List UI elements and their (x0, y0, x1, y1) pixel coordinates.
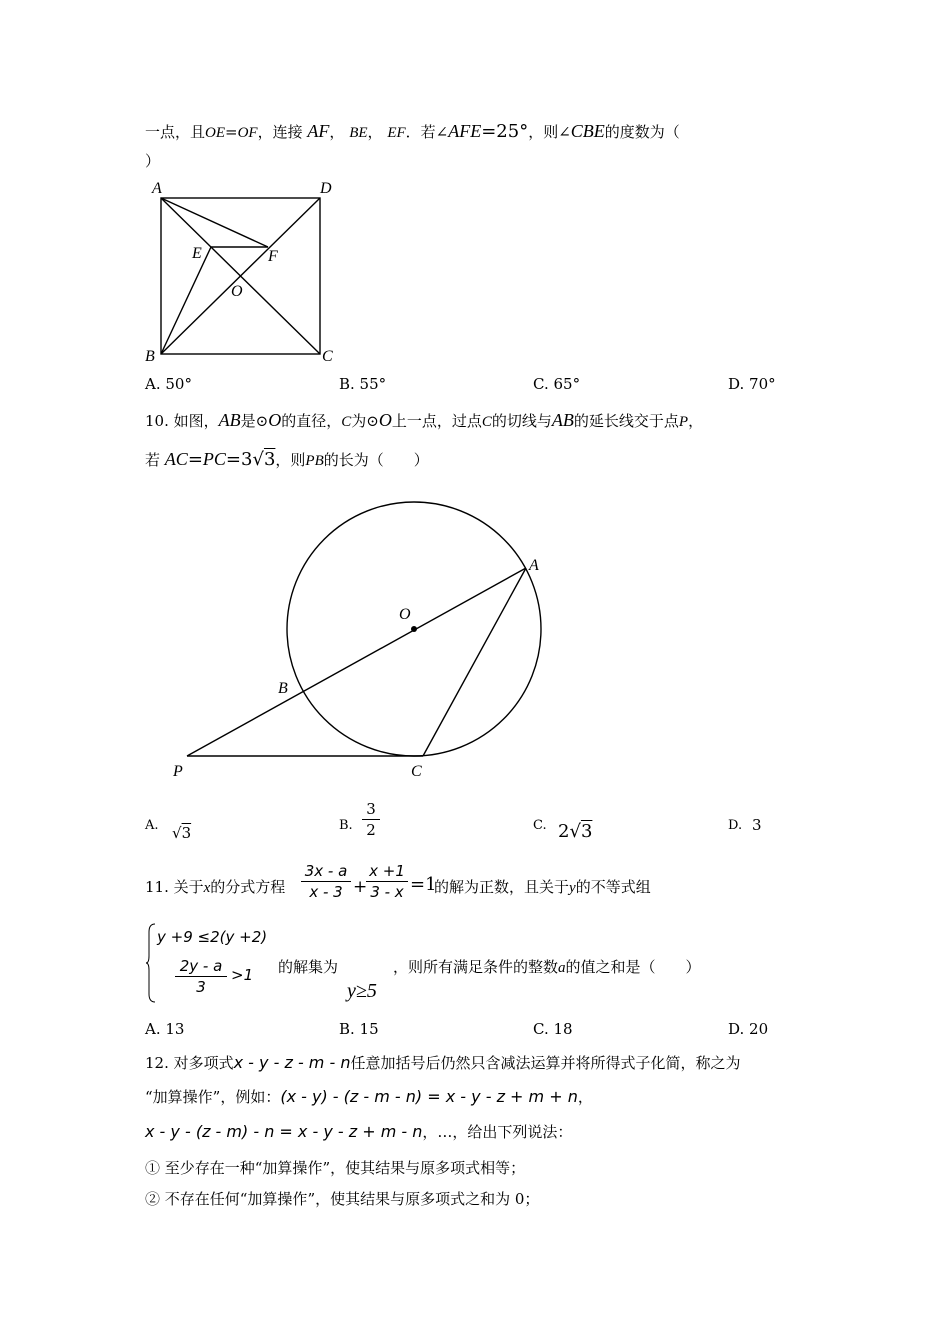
q10-option-a-label: A. (145, 818, 159, 833)
q10-label-p: P (173, 763, 183, 780)
q11-brace (145, 922, 157, 1004)
q10-option-b-label: B. (339, 818, 353, 833)
q10-stem-line1: 10. 如图，AB是⊙O的直径，C为⊙O上一点，过点C的切线与AB的延长线交于点P， (145, 410, 704, 430)
q10-option-a-value: √3 (172, 824, 192, 842)
q9-label-e: E (192, 245, 202, 262)
q10-label-a: A (529, 557, 539, 574)
q11-inequality-2-fraction: 2y - a 3 (175, 957, 227, 996)
q10-option-c-value: 2√3 (558, 821, 593, 842)
q9-stem-line2: ） (145, 152, 161, 170)
q12-statement-1: ① 至少存在一种“加算操作”，使其结果与原多项式相等； (145, 1159, 526, 1177)
q10-stem-line2: 若 AC=PC=3√3，则PB的长为（ ） (145, 449, 429, 470)
q11-fraction-2: x +1 3 - x (366, 862, 408, 901)
q9-figure (140, 175, 350, 370)
q9-option-a: A. 50° (145, 375, 192, 393)
q11-option-a: A. 13 (145, 1020, 185, 1038)
q11-stem-post: 的解为正数，且关于y的不等式组 (434, 878, 651, 896)
q12-statement-2: ② 不存在任何“加算操作”，使其结果与原多项式之和为 0； (145, 1190, 540, 1208)
q11-inequality-1: y +9 ≤2(y +2) (157, 928, 268, 946)
q10-center-dot (411, 626, 417, 632)
q9-option-c: C. 65° (533, 375, 581, 393)
q11-plus: + (353, 877, 368, 897)
q11-fraction-1: 3x - a x - 3 (301, 862, 351, 901)
q9-label-f: F (268, 248, 278, 265)
q9-label-b: B (145, 348, 155, 365)
q9-segment-af (161, 198, 268, 247)
q9-label-o: O (231, 283, 243, 300)
q9-stem-line1: 一点，且OE=OF，连接 AF， BE， EF．若∠AFE=25°，则∠CBE的度数为（ (145, 121, 680, 142)
q10-option-b-fraction: 3 2 (362, 800, 380, 839)
q9-label-a: A (152, 180, 162, 197)
q9-option-b: B. 55° (339, 375, 387, 393)
q10-option-d-label: D. (728, 818, 743, 833)
q11-option-d: D. 20 (728, 1020, 769, 1038)
q11-option-c: C. 18 (533, 1020, 573, 1038)
q10-label-o: O (399, 606, 411, 623)
q10-option-c-label: C. (533, 818, 547, 833)
q12-stem-line2: “加算操作”，例如：(x - y) - (z - m - n) = x - y - z + m + n， (145, 1087, 593, 1106)
q11-solution-text: 的解集为 (278, 958, 339, 976)
q9-option-d: D. 70° (728, 375, 776, 393)
q11-stem-tail: ，则所有满足条件的整数a的值之和是（ ） (393, 958, 701, 976)
q9-label-c: C (322, 348, 333, 365)
q9-segment-be (161, 247, 211, 354)
q10-figure (165, 495, 555, 785)
q11-solution-set: y≥5 (347, 980, 377, 1002)
q10-option-d-value: 3 (752, 816, 762, 834)
q11-option-b: B. 15 (339, 1020, 379, 1038)
q11-stem-pre: 11. 关于x的分式方程 (145, 878, 286, 896)
q10-label-c: C (411, 763, 422, 780)
q11-inequality-2-rhs: >1 (231, 966, 254, 984)
q11-equals-one: =1 (410, 874, 437, 895)
q12-stem-line3: x - y - (z - m) - n = x - y - z + m - n，…，给出下列说法： (145, 1122, 573, 1141)
q12-stem-line1: 12. 对多项式x - y - z - m - n任意加括号后仍然只含减法运算并将所得式子化简，称之为 (145, 1053, 741, 1072)
q9-label-d: D (320, 180, 332, 197)
q10-label-b: B (278, 680, 288, 697)
